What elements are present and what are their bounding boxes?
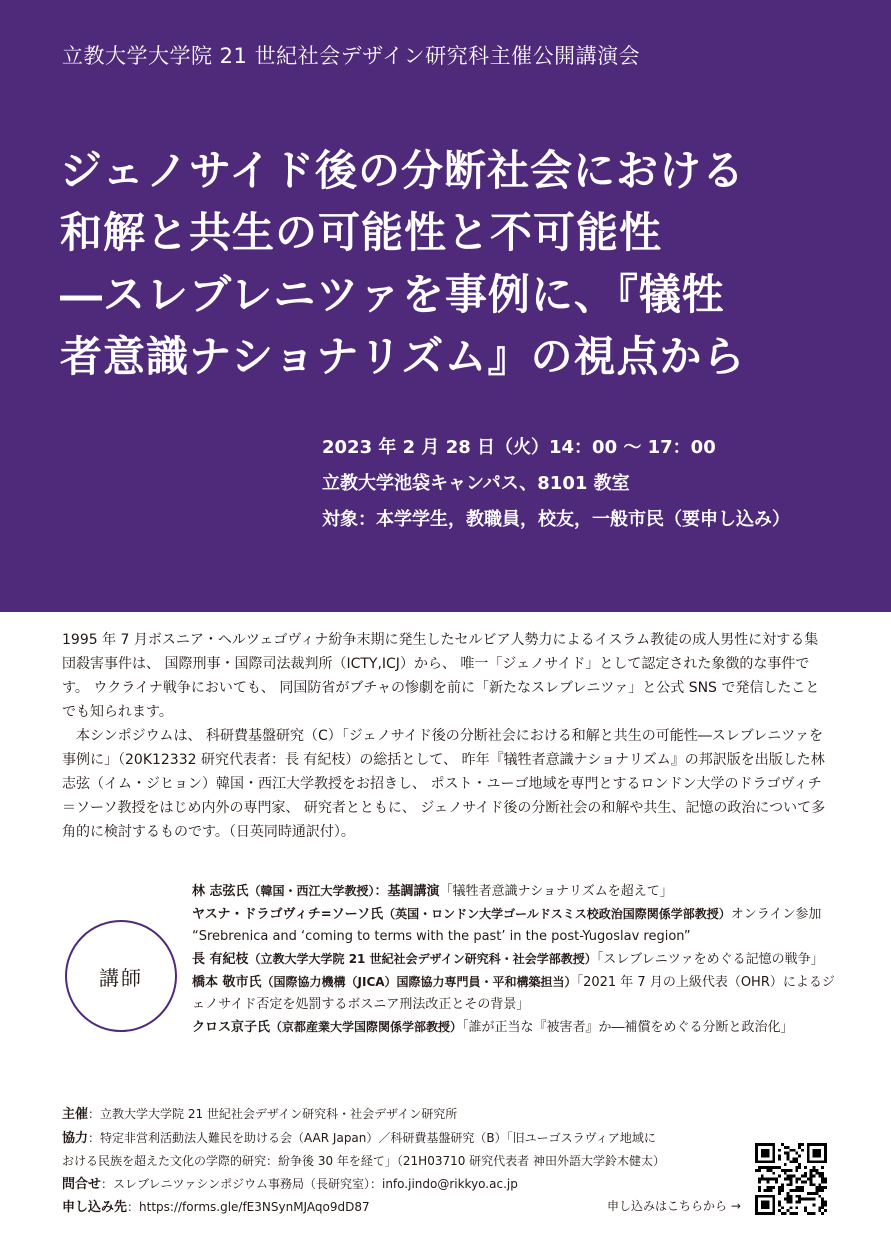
coop-row-continued: おける民族を超えた文化の学際的研究：紛争後 30 年を経て」（21H03710 研究代表者 神田外語大学鈴木健太） <box>62 1154 665 1168</box>
title-line-2: 和解と共生の可能性と不可能性 <box>60 208 663 257</box>
speaker-affiliation: （英国・ロンドン大学ゴールドスミス校政治国際関係学部教授） <box>383 907 731 921</box>
speakers-badge: 講師 <box>65 920 177 1032</box>
speaker-topic: 「スレブレニツァをめぐる記憶の戦争」 <box>596 952 824 967</box>
apply-label: 申し込み先 <box>62 1200 128 1215</box>
speaker-item <box>192 880 842 903</box>
event-title <box>60 140 840 388</box>
host-label: 主催 <box>62 1107 89 1122</box>
contact-text[interactable]: ：スレブレニツァシンポジウム事務局（長研究室）：info.jindo@rikkyo.ac.jp <box>101 1176 518 1191</box>
event-description <box>62 628 832 844</box>
event-datetime: 2023 年 2 月 28 日（火）14：00 ～ 17：00 <box>322 437 716 458</box>
event-venue: 立教大学池袋キャンパス、8101 教室 <box>322 473 630 494</box>
speaker-item <box>192 1016 842 1039</box>
organizer-line: 立教大学大学院 21 世紀社会デザイン研究科主催公開講演会 <box>62 44 641 68</box>
speaker-affiliation: （韓国・西江大学教授） <box>248 884 375 898</box>
contact-label: 問合せ <box>62 1176 102 1192</box>
speaker-topic: オンライン参加 “Srebrenica and ‘coming to terms with the past’ in the post-Yugoslav region” <box>192 907 822 944</box>
coop-row <box>62 1127 762 1151</box>
title-line-1: ジェノサイド後の分断社会における <box>60 146 746 195</box>
header-banner <box>0 0 891 612</box>
speaker-item <box>192 903 842 948</box>
contact-row <box>62 1173 762 1197</box>
coop-label: 協力 <box>62 1130 89 1146</box>
title-line-3: ―スレブレニツァを事例に、『犠牲 <box>60 270 725 319</box>
qr-caption: 申し込みはこちらから → <box>607 1199 741 1213</box>
speaker-name: ヤスナ・ドラゴヴィチ=ソーソ氏 <box>192 907 384 922</box>
speaker-name: クロス京子氏 <box>192 1020 271 1035</box>
speaker-affiliation: （立教大学大学院 21 世紀社会デザイン研究科・社会学部教授） <box>248 952 597 966</box>
speaker-topic: 「誰が正当な『被害者』か―補償をめぐる分断と政治化」 <box>462 1020 794 1035</box>
speaker-name: 橋本 敬市氏 <box>192 975 262 990</box>
event-audience: 対象：本学学生，教職員，校友，一般市民（要申し込み） <box>322 509 790 530</box>
speaker-role: ：基調講演 <box>374 884 440 899</box>
description-paragraph-1: 1995 年 7 月ボスニア・ヘルツェゴヴィナ紛争末期に発生したセルビア人勢力によるイスラム教徒の成人男性に対する集団殺害事件は、 国際刑事・国際司法裁判所（ICTY,ICJ）から、 唯一「ジェノサイド」として認定された象徴的な事件です。 ウクライナ戦争においても、 同国防省がブチャの惨劇を前に「新たなスレブレニツァ」と公式 SNS で発信したことでも知られます。 <box>62 632 820 720</box>
speaker-topic: 「犠牲者意識ナショナリズムを超えて」 <box>439 884 673 899</box>
speaker-name: 長 有紀枝 <box>192 952 249 967</box>
speaker-item <box>192 948 842 971</box>
speaker-affiliation: （京都産業大学国際関係学部教授） <box>270 1020 463 1034</box>
speaker-list <box>192 880 842 1039</box>
host-text: ：立教大学大学院 21 世紀社会デザイン研究科・社会デザイン研究所 <box>88 1107 458 1121</box>
description-paragraph-2: 本シンポジウムは、 科研費基盤研究（C）「ジェノサイド後の分断社会における和解と共生の可能性―スレブレニツァを事例に」（20K12332 研究代表者：長 有紀枝）の総括として、 昨年『犠牲者意識ナショナリズム』の邦訳版を出版した林 志弦（イム・ジヒョン）韓国・西江大学教授をお招きし、 ポスト・ユーゴ地域を専門とするロンドン大学のドラゴヴィチ＝ソーソ教授をはじめ内外の専門家、 研究者とともに、 ジェノサイド後の分断社会の和解や共生、記憶の政治について多角的に検討するものです。（日英同時通訳付）。 <box>62 728 826 840</box>
coop-text: ：特定非営利活動法人難民を助ける会（AAR Japan）／科研費基盤研究（B）「旧ユーゴスラヴィア地域に <box>88 1130 656 1145</box>
title-line-4: 者意識ナショナリズム』の視点から <box>60 332 746 381</box>
apply-link[interactable]: ：https://forms.gle/fE3NSynMJAqo9dD87 <box>127 1200 370 1214</box>
speaker-item <box>192 971 842 1016</box>
host-row <box>62 1103 762 1127</box>
qr-code-icon[interactable] <box>755 1143 827 1215</box>
speaker-name: 林 志弦氏 <box>192 884 249 899</box>
speaker-topic: 「2021 年 7 月の上級代表（OHR）によるジェノサイド否定を処罰するボスニア刑法改正とその背景」 <box>192 975 835 1012</box>
speaker-affiliation: （国際協力機構（JICA）国際協力専門員・平和構築担当） <box>261 975 577 989</box>
event-info <box>322 430 790 538</box>
